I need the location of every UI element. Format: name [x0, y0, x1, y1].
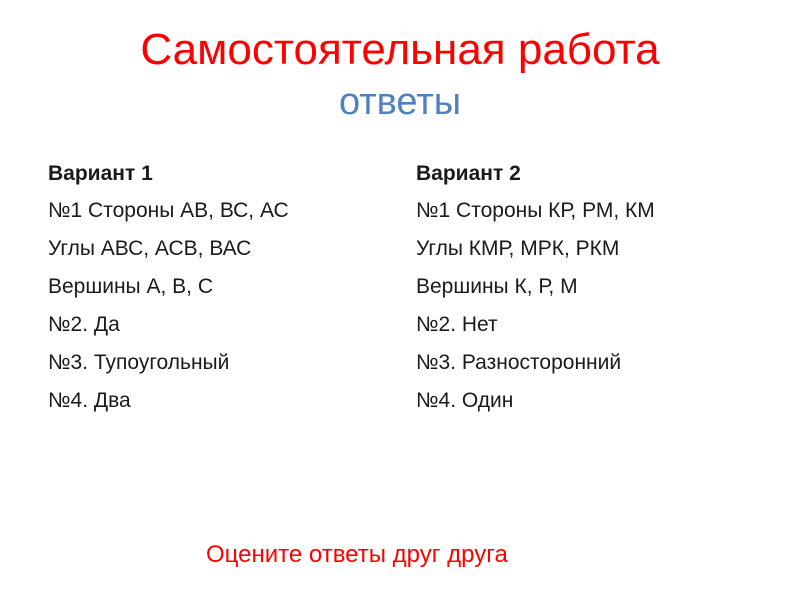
- variant-2-answer-1-vertices: Вершины К, Р, М: [416, 275, 578, 298]
- slide-subtitle: ответы: [338, 81, 462, 123]
- variant-1-answer-2: №2. Да: [48, 313, 120, 336]
- variant-1-answer-1-vertices: Вершины А, В, С: [48, 275, 213, 298]
- variant-1-answer-1-sides: №1 Стороны АВ, ВС, АС: [48, 199, 289, 222]
- variant-2-answer-1-angles: Углы КМР, МРК, РКМ: [416, 237, 620, 260]
- variant-2-answer-3: №3. Разносторонний: [416, 351, 622, 374]
- variant-1-answer-1-angles: Углы АВС, АСВ, ВАС: [48, 237, 252, 260]
- variant-2-heading: Вариант 2: [416, 162, 521, 185]
- variant-2-answer-1-sides: №1 Стороны КР, РМ, КМ: [416, 199, 655, 222]
- variant-2-column: [416, 156, 776, 420]
- variant-2-answer-4: №4. Один: [416, 389, 514, 412]
- variant-1-column: [48, 156, 408, 420]
- variant-1-answer-3: №3. Тупоугольный: [48, 351, 230, 374]
- variant-1-heading: Вариант 1: [48, 162, 153, 185]
- peer-review-note: Оцените ответы друг друга: [206, 541, 508, 568]
- variant-2-answer-2: №2. Нет: [416, 313, 498, 336]
- slide-title: Самостоятельная работа: [140, 25, 660, 74]
- variant-1-answer-4: №4. Два: [48, 389, 131, 412]
